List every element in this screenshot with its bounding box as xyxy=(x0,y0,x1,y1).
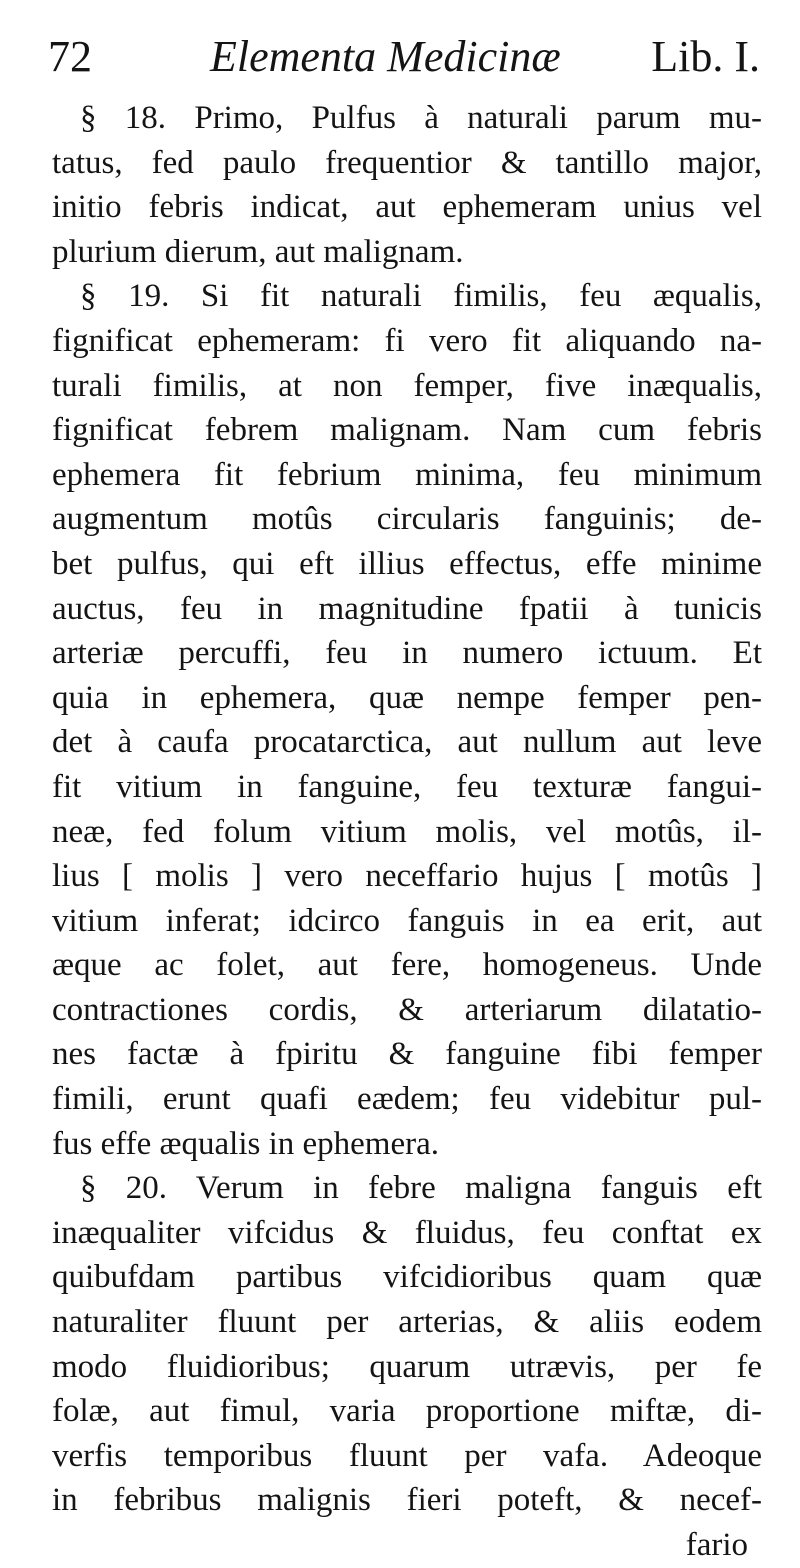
text-line: bet pulfus, qui eft illius effectus, effe minime xyxy=(52,545,762,582)
text-line: æque ac folet, aut fere, homogeneus. Unde xyxy=(52,947,762,984)
text-line: fignificat febrem malignam. Nam cum febris xyxy=(52,412,762,449)
text-line: auctus, feu in magnitudine fpatii à tunicis xyxy=(52,590,762,627)
text-line: vitium inferat; idcirco fanguis in ea erit, aut xyxy=(52,902,762,939)
text-line: modo fluidioribus; quarum utrævis, per fe xyxy=(52,1348,762,1385)
text-line: § 19. Si fit naturali fimilis, feu æqualis, xyxy=(80,278,762,315)
text-line: contractiones cordis, & arteriarum dilatatio- xyxy=(52,991,762,1028)
text-line: folæ, aut fimul, varia proportione miftæ, di- xyxy=(52,1393,762,1430)
text-line: turali fimilis, at non femper, five inæqualis, xyxy=(52,367,762,404)
text-line: fus effe æqualis in ephemera. xyxy=(52,1125,440,1162)
text-line: lius [ molis ] vero neceffario hujus [ motûs ] xyxy=(52,858,762,895)
text-line: § 20. Verum in febre maligna fanguis eft xyxy=(80,1170,762,1207)
text-line: quia in ephemera, quæ nempe femper pen- xyxy=(52,679,762,716)
book-number: Lib. I. xyxy=(651,32,760,81)
text-line: plurium dierum, aut malignam. xyxy=(52,233,464,270)
text-line: tatus, fed paulo frequentior & tantillo major, xyxy=(52,144,762,181)
page-number: 72 xyxy=(48,32,92,81)
running-header xyxy=(48,30,760,90)
text-line: neæ, fed folum vitium molis, vel motûs, il- xyxy=(52,813,762,850)
text-line: det à caufa procatarctica, aut nullum aut leve xyxy=(52,724,762,761)
text-line: quibufdam partibus vifcidioribus quam quæ xyxy=(52,1259,762,1296)
text-line: fimili, erunt quafi eædem; feu videbitur pul- xyxy=(52,1081,762,1118)
text-line: inæqualiter vifcidus & fluidus, feu conftat ex xyxy=(52,1214,762,1251)
text-line: initio febris indicat, aut ephemeram unius vel xyxy=(52,189,762,226)
text-line: ephemera fit febrium minima, feu minimum xyxy=(52,456,762,493)
text-line: nes factæ à fpiritu & fanguine fibi femper xyxy=(52,1036,762,1073)
text-line: verfis temporibus fluunt per vafa. Adeoque xyxy=(52,1437,762,1474)
catchword: fario xyxy=(685,1527,748,1563)
body-text xyxy=(52,96,762,1568)
text-line: § 18. Primo, Pulfus à naturali parum mu- xyxy=(80,100,762,136)
text-line: arteriæ percuffi, feu in numero ictuum. Et xyxy=(52,635,762,672)
text-line: in febribus malignis fieri poteft, & necef- xyxy=(52,1482,762,1519)
text-line: fignificat ephemeram: fi vero fit aliquando na- xyxy=(52,322,762,359)
running-title: Elementa Medicinæ xyxy=(210,32,561,81)
text-line: augmentum motûs circularis fanguinis; de- xyxy=(52,501,762,538)
text-line: naturaliter fluunt per arterias, & aliis eodem xyxy=(52,1304,762,1341)
text-line: fit vitium in fanguine, feu texturæ fangui- xyxy=(52,768,762,805)
